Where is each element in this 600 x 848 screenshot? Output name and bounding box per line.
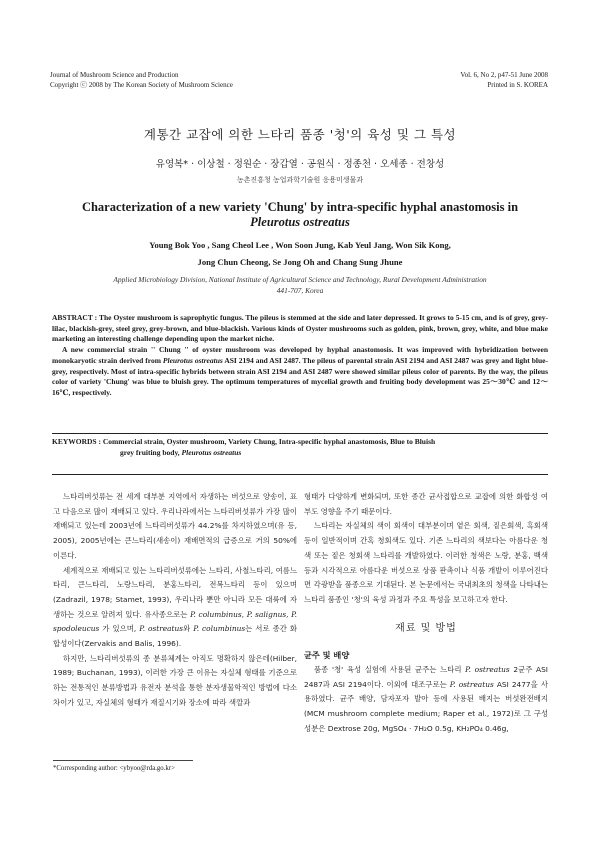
abstract-label: ABSTRACT :	[52, 313, 98, 322]
english-title-main: Characterization of a new variety 'Chung' by intra-specific hyphal anastomosis in	[81, 200, 519, 214]
affiliation-line-1: Applied Microbiology Division, National Institute of Agricultural Science and Technology, Rural Development Administration	[113, 275, 487, 284]
volume-line: Vol. 6, No 2, p47-51 June 2008	[460, 71, 548, 79]
body-left-column	[53, 490, 297, 711]
body-right-column	[304, 490, 548, 737]
copyright-line: Copyright ⓒ 2008 by The Korean Society of Mushroom Science	[50, 81, 233, 89]
footnote-rule	[53, 760, 193, 761]
journal-header-right	[460, 70, 548, 90]
keywords-label: KEYWORDS :	[52, 437, 101, 446]
keywords: KEYWORDS : Commercial strain, Oyster mushroom, Variety Chung, Intra-specific hyphal anastomosis, Blue to Bluish grey fruiting body, Pleurotus ostreatus	[52, 436, 548, 458]
body-paragraph: 느타리는 자실체의 색이 회색이 대부분이며 옅은 회색, 짙은회색, 흑회색 등이 일반적이며 간혹 청회색도 있다. 기존 느타리의 색보다는 아름다운 청색 또는 짙은 청회색 느타리를 개발하였다. 이러한 청색은 노랑, 분홍, 백색 등과 시각적으로 아름다운 버섯으로 상품 판촉이나 식품 개발이 이루어진다면 각광받을 품종으로 기대된다. 본 논문에서는 국내최초의 청색을 나타내는 느타리 품종인 '청'의 육성 과정과 주요 특성을 보고하고자 한다.	[304, 521, 548, 604]
corresponding-author-footnote: *Corresponding author: <ybyoo@rda.go.kr>	[53, 765, 175, 772]
body-paragraph: 세계적으로 재배되고 있는 느타리버섯류에는 느타리, 사철느타리, 여름느타리, 큰느타리, 노랑느타리, 분홍느타리, 전복느타리 등이 있으며(Zadrazil, 1978; Stamet, 1993), 우리나라 뿐만 아니라 모든 대륙에 자생하는 것으로 알려져 있다. 유사종으로는 P. columbinus, P. salignus, P. spodoleucus 가 있으며, P. ostreatus와 P. columbinus는 서로 종간 화합성이다(Zervakis and Balis, 1996).	[53, 565, 297, 649]
english-authors	[60, 237, 540, 271]
abstract-paragraph-1: ABSTRACT : The Oyster mushroom is saprophytic fungus. The pileus is stemmed at the side and later depressed. It grows to 5-15 cm, and is of grey, grey-lilac, blackish-grey, steel grey, grey-brown, and blue-blackish. Various kinds of Oyster mushrooms such as golden, pink, brown, grey, white, and blue make marketing an interesting challenge depending upon the market niche.	[52, 313, 548, 344]
authors-line-1: Young Bok Yoo , Sang Cheol Lee , Won Soon Jung, Kab Yeul Jang, Won Sik Kong,	[149, 240, 451, 250]
english-title	[60, 200, 540, 230]
keywords-continued: grey fruiting body, Pleurotus ostreatus	[120, 448, 242, 457]
korean-title: 계통간 교잡에 의한 느타리 품종 '청'의 육성 및 그 특성	[143, 127, 457, 142]
abstract-paragraph-2: A new commercial strain '' Chung '' of oyster mushroom was developed by hyphal anastomosis. It was improved with hybridization between monokaryotic strain derived from Pleurotus ostreatus ASI 2194 and ASI 2487. The pileus of parental strain ASI 2194 and ASI 2487 was grey and light blue-grey, respectively. Most of intra-specific hybrids between strain ASI 2194 and ASI 2487 were showed similar pileus color of parents. By the way, the pileus color of variety 'Chung' was blue to bluish grey. The optimum temperatures of mycelial growth and fruiting body development was 25～30℃ and 12～16℃, respectively.	[52, 345, 548, 397]
korean-authors: 유영복* · 이상철 · 정원순 · 장갑열 · 공원식 · 정종천 · 오세종 · 전창성	[155, 159, 445, 170]
korean-affiliation: 농촌진흥청 농업과학기술원 응용미생물과	[236, 176, 364, 184]
body-paragraph: 품종 '청' 육성 실험에 사용된 균주는 느타리 P. ostreatus 2균주 ASI 2487과 ASI 2194이다. 이외에 대조구로는 P. ostreatus ASI 2477을 사용하였다. 균주 배양, 담자포자 발아 등에 사용된 배지는 버섯완전배지 (MCM mushroom complete medium; Raper et al., 1972)로 그 구성 성분은 Dextrose 20g, MgSO₄ · 7H₂O 0.5g, KH₂PO₄ 0.46g,	[304, 665, 548, 733]
keywords-top-rule	[52, 433, 548, 434]
keywords-bottom-rule	[52, 474, 548, 475]
english-title-species: Pleurotus ostreatus	[250, 215, 350, 229]
authors-line-2: Jong Chun Cheong, Se Jong Oh and Chang Sung Jhune	[197, 257, 403, 267]
printed-line: Printed in S. KOREA	[487, 81, 548, 89]
abstract	[52, 313, 548, 399]
section-heading: 재료 및 방법	[395, 622, 457, 634]
body-paragraph: 느타리버섯류는 전 세계 대부분 지역에서 자생하는 버섯으로 양송이, 표고 다음으로 많이 재배되고 있다. 우리나라에서는 느타리버섯류가 가장 많이 재배되고 있는데 2003년에 느타리버섯류가 44.2%를 차지하였으며(유 등, 2005), 2005년에는 큰느타리(새송이) 재배면적의 급증으로 거의 50%에 이른다.	[53, 492, 297, 560]
subsection-heading: 균주 및 배양	[304, 650, 350, 661]
english-affiliation	[60, 275, 540, 296]
affiliation-line-2: 441-707, Korea	[276, 285, 324, 295]
journal-header-left	[50, 70, 233, 90]
journal-name: Journal of Mushroom Science and Production	[50, 71, 179, 79]
body-paragraph: 형태가 다양하게 변화되며, 또한 종간 균사접합으로 교잡에 의한 화합성 여부도 영향을 주기 때문이다.	[304, 492, 548, 516]
body-paragraph: 하지만, 느타리버섯류의 종 분류체계는 아직도 명확하지 않은데(Hilber, 1989; Buchanan, 1993), 이러한 가장 큰 이유는 자실체 형태를 기준으로 하는 전통적인 분류방법과 유전자 분석을 통한 분자생물학적인 방법에 다소 차이가 있고, 자실체의 형태가 재질시기와 장소에 따라 색깔과	[53, 653, 297, 707]
